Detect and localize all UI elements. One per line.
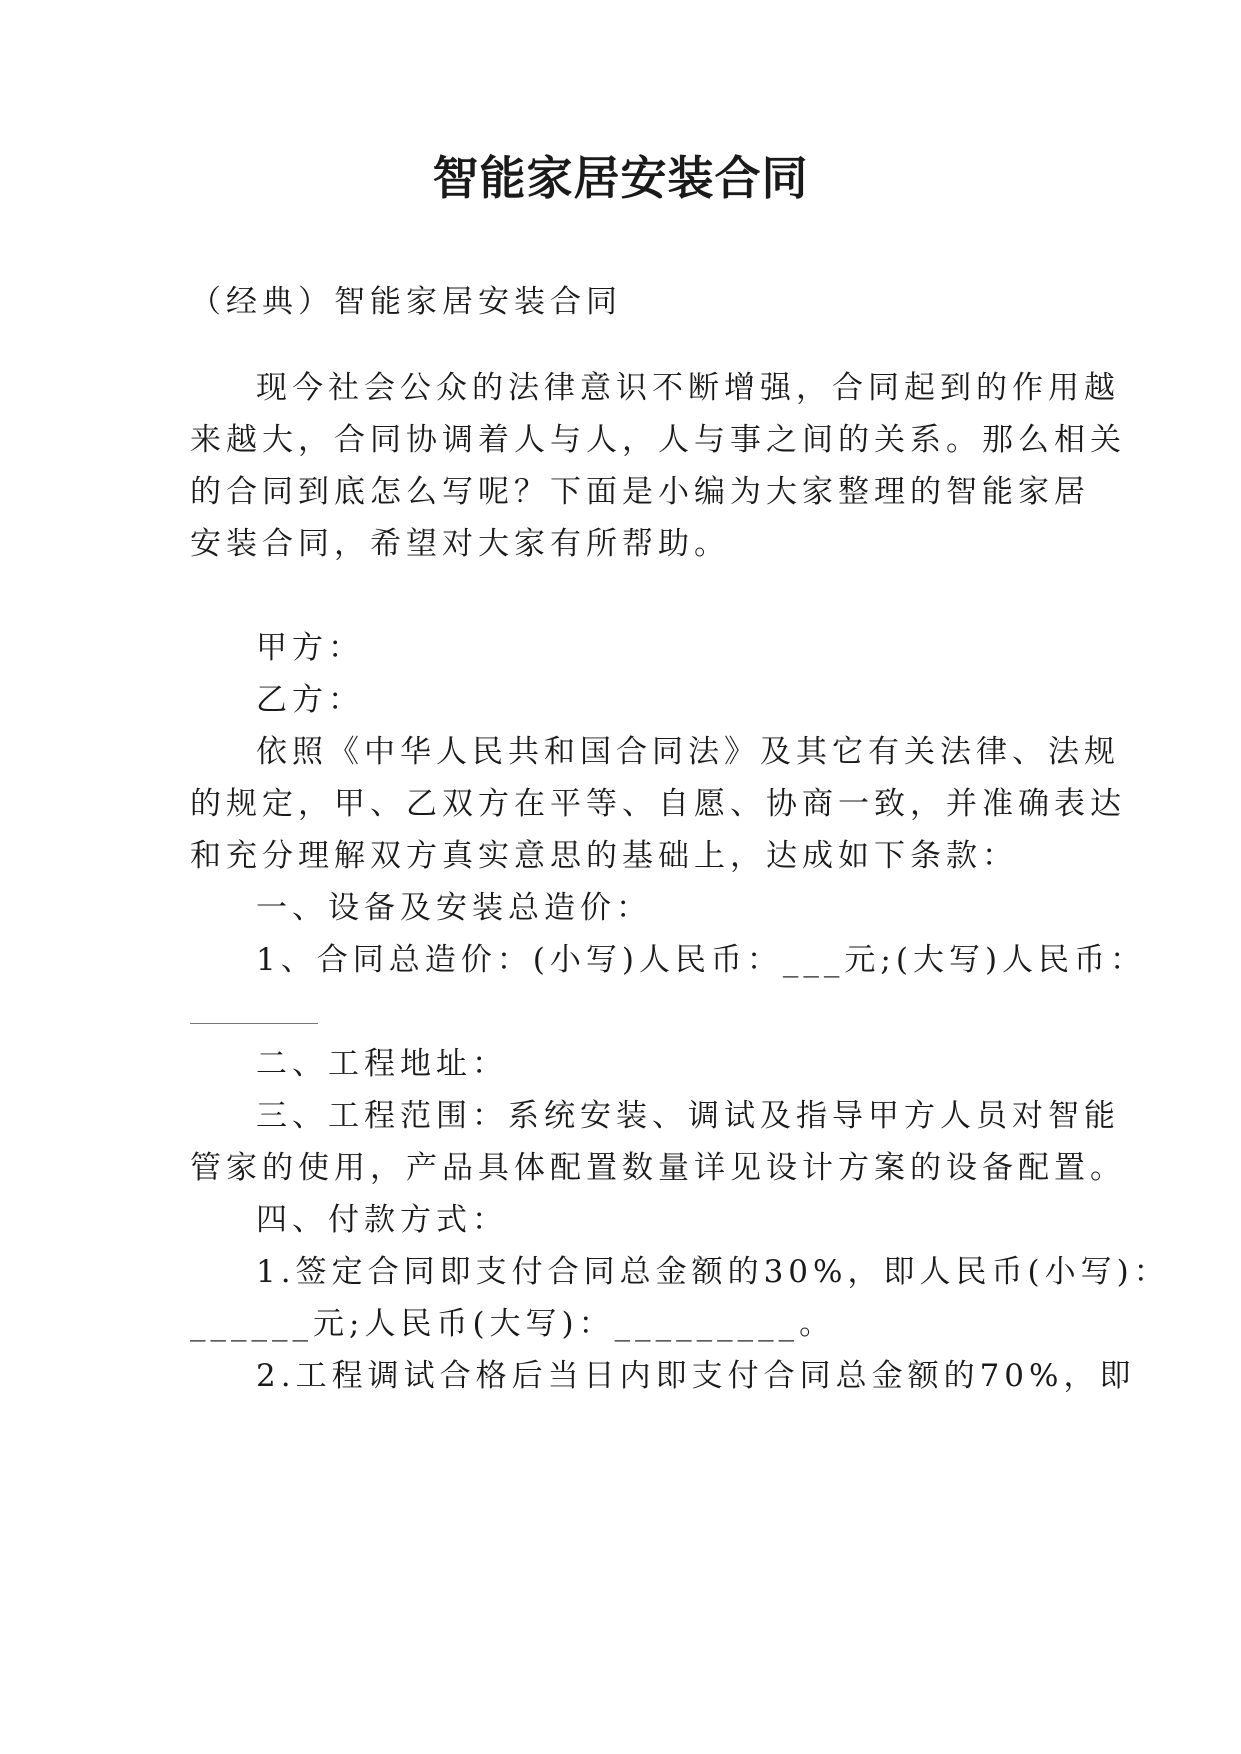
payment-1-line-2: ______元;人民币(大写)：_________。 [190,1306,836,1342]
party-a-label: 甲方： [256,630,364,666]
payment-1-line-1: 1.签定合同即支付合同总金额的30%，即人民币(小写)： [256,1254,1170,1290]
document-subtitle: （经典）智能家居安装合同 [190,284,622,320]
intro-line-3: 的合同到底怎么写呢？下面是小编为大家整理的智能家居 [190,474,1090,510]
section-1-item-1: 1、合同总造价：(小写)人民币：___元;(大写)人民币： [256,942,1147,978]
intro-line-1: 现今社会公众的法律意识不断增强，合同起到的作用越 [256,370,1120,406]
section-4-heading: 四、付款方式： [256,1202,508,1238]
basis-line-1: 依照《中华人民共和国合同法》及其它有关法律、法规 [256,734,1120,770]
document-title: 智能家居安装合同 [432,151,809,205]
section-3-line-2: 管家的使用，产品具体配置数量详见设计方案的设备配置。 [190,1150,1126,1186]
basis-line-3: 和充分理解双方真实意思的基础上，达成如下条款： [190,838,1018,874]
intro-line-2: 来越大，合同协调着人与人，人与事之间的关系。那么相关 [190,422,1126,458]
section-3-line-1: 三、工程范围：系统安装、调试及指导甲方人员对智能 [256,1098,1120,1134]
section-1-heading: 一、设备及安装总造价： [256,890,652,926]
payment-2-line-1: 2.工程调试合格后当日内即支付合同总金额的70%，即 [256,1358,1136,1394]
intro-line-4: 安装合同，希望对大家有所帮助。 [190,526,730,562]
basis-line-2: 的规定，甲、乙双方在平等、自愿、协商一致，并准确表达 [190,786,1126,822]
section-2-heading: 二、工程地址： [256,1046,508,1082]
fill-in-blank-line [190,1023,318,1024]
party-b-label: 乙方： [256,682,364,718]
